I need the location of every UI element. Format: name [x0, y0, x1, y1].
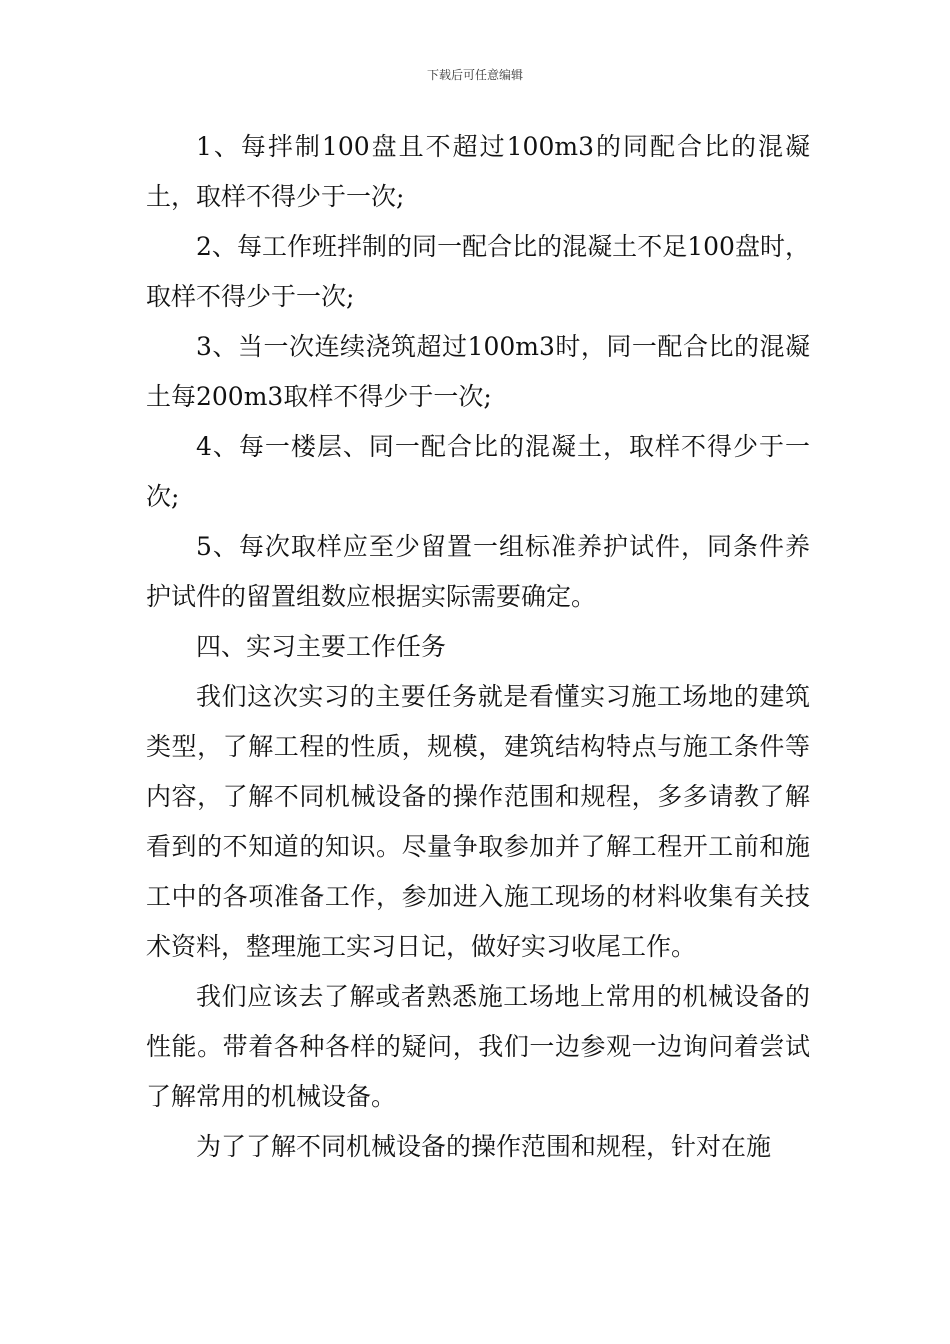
paragraph-item-1: 1、每拌制100盘且不超过100m3的同配合比的混凝土，取样不得少于一次; — [146, 132, 810, 211]
paragraph-task: 我们这次实习的主要任务就是看懂实习施工场地的建筑类型，了解工程的性质，规模，建筑结构特点与施工条件等内容，了解不同机械设备的操作范围和规程，多多请教了解看到的不知道的知识。尽量争取参加并了解工程开工前和施工中的各项准备工作，参加进入施工现场的材料收集有关技术资料，整理施工实习日记，做好实习收尾工作。 — [146, 682, 810, 961]
paragraph-item-5: 5、每次取样应至少留置一组标准养护试件，同条件养护试件的留置组数应根据实际需要确定。 — [146, 532, 810, 611]
paragraph-continuation: 为了了解不同机械设备的操作范围和规程，针对在施 — [196, 1132, 772, 1161]
paragraph-item-4: 4、每一楼层、同一配合比的混凝土，取样不得少于一次; — [146, 432, 810, 511]
document-body — [146, 122, 810, 1172]
paragraph-equipment: 我们应该去了解或者熟悉施工场地上常用的机械设备的性能。带着各种各样的疑问，我们一边参观一边询问着尝试了解常用的机械设备。 — [146, 982, 810, 1111]
paragraph-item-3: 3、当一次连续浇筑超过100m3时，同一配合比的混凝土每200m3取样不得少于一次; — [146, 332, 810, 411]
paragraph-item-2: 2、每工作班拌制的同一配合比的混凝土不足100盘时，取样不得少于一次; — [146, 232, 810, 311]
section-heading: 四、实习主要工作任务 — [196, 632, 447, 661]
page-header-note: 下载后可任意编辑 — [426, 68, 523, 82]
